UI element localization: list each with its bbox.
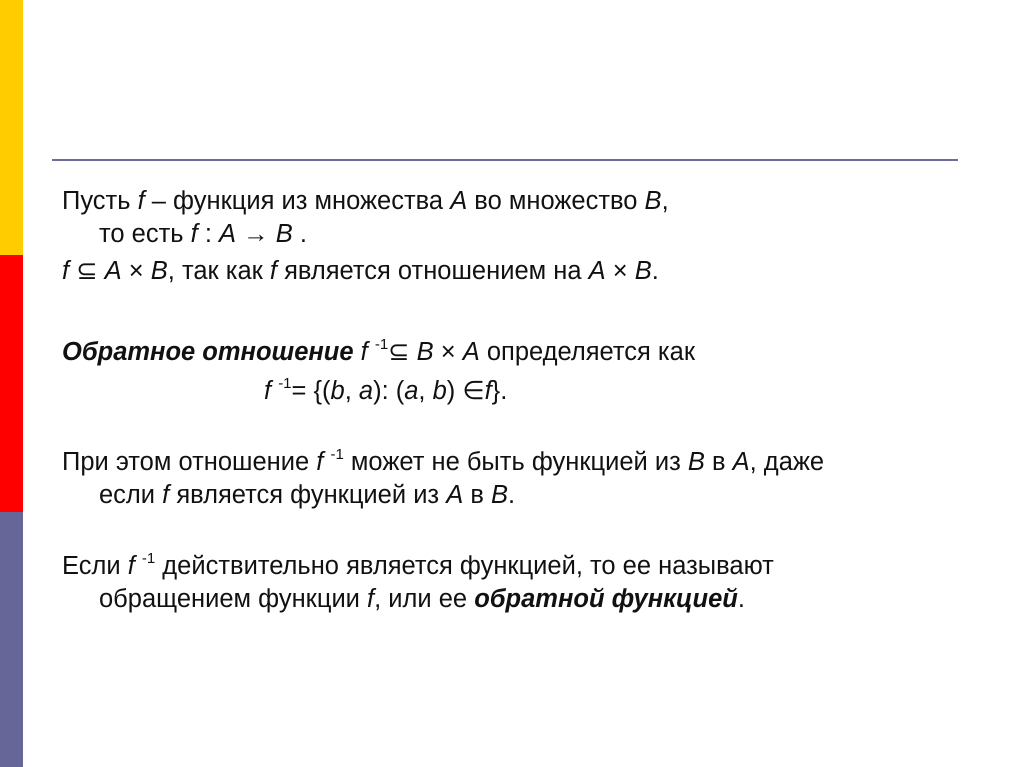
symbol-B: B	[150, 257, 168, 285]
symbol-colon: :	[204, 220, 212, 248]
text-span: )	[446, 377, 463, 405]
symbol-A: A	[219, 220, 237, 248]
text-span: действительно является функцией, то ее называют	[155, 552, 774, 580]
symbol-f: f	[269, 257, 277, 285]
line-inverse-definition	[62, 336, 962, 369]
line-definition-2	[62, 218, 962, 251]
symbol-A: A	[462, 338, 480, 366]
symbol-f: f	[127, 552, 135, 580]
title-divider	[52, 159, 958, 161]
line-conclusion-1	[62, 550, 962, 583]
symbol-B: B	[687, 448, 705, 476]
text-span: , так как	[167, 257, 270, 285]
symbol-a: a	[404, 377, 419, 405]
symbol-f: f	[367, 585, 375, 613]
text-span: ): (	[373, 377, 405, 405]
symbol-B: B	[490, 481, 508, 509]
symbol-a: a	[358, 377, 374, 405]
symbol-b: b	[330, 377, 345, 405]
text-span: является отношением на	[277, 257, 589, 285]
symbol-A: A	[732, 448, 750, 476]
times-symbol: ×	[440, 338, 456, 366]
text-span: то есть	[99, 220, 191, 248]
accent-bar-slate	[0, 512, 23, 767]
line-inverse-formula	[62, 375, 962, 408]
arrow-symbol: →	[243, 220, 269, 248]
text-span: ,	[418, 377, 433, 405]
symbol-B: B	[416, 338, 434, 366]
text-span: ,	[344, 377, 359, 405]
text-span: , или ее	[374, 585, 475, 613]
text-span: – функция из множества	[144, 187, 451, 215]
subset-symbol: ⊆	[76, 257, 98, 285]
symbol-A: A	[588, 257, 606, 285]
superscript-inverse: -1	[141, 550, 156, 567]
line-conclusion-2	[62, 583, 962, 616]
element-of-symbol: ∈	[462, 377, 485, 405]
text-span: в	[463, 481, 491, 509]
subset-symbol: ⊆	[388, 338, 410, 366]
accent-bar-yellow	[0, 0, 23, 255]
symbol-f: f	[264, 377, 272, 405]
symbol-B: B	[275, 220, 293, 248]
symbol-f: f	[484, 377, 492, 405]
text-span: = {(	[291, 377, 331, 405]
text-span: }.	[491, 377, 508, 405]
term-inverse-function: обратной функцией	[474, 585, 738, 613]
line-definition-1	[62, 185, 962, 218]
symbol-f: f	[316, 448, 324, 476]
text-span: .	[737, 585, 745, 613]
accent-bar-red	[0, 255, 23, 512]
symbol-b: b	[432, 377, 447, 405]
text-span: Пусть	[62, 187, 138, 215]
text-span: определяется как	[479, 338, 695, 366]
symbol-f: f	[360, 338, 368, 366]
text-span: может не быть функцией из	[343, 448, 688, 476]
symbol-A: A	[446, 481, 464, 509]
symbol-f: f	[190, 220, 198, 248]
symbol-B: B	[634, 257, 652, 285]
times-symbol: ×	[612, 257, 628, 285]
text-span: если	[99, 481, 163, 509]
text-span: .	[292, 220, 307, 248]
symbol-A: A	[104, 257, 122, 285]
text-span: .	[651, 257, 659, 285]
text-span: При этом отношение	[62, 448, 317, 476]
text-span: Если	[62, 552, 128, 580]
superscript-inverse: -1	[330, 446, 344, 463]
line-remark-2	[62, 479, 962, 512]
text-span: является функцией из	[169, 481, 447, 509]
slide-body	[62, 185, 962, 616]
text-span: во множество	[467, 187, 645, 215]
symbol-f: f	[137, 187, 145, 215]
text-span: ,	[661, 187, 669, 215]
symbol-f: f	[162, 481, 170, 509]
text-span: обращением функции	[99, 585, 368, 613]
term-inverse-relation: Обратное отношение	[62, 338, 354, 366]
superscript-inverse: -1	[278, 375, 292, 392]
line-remark-1	[62, 446, 962, 479]
superscript-inverse: -1	[374, 336, 389, 353]
text-span: , даже	[749, 448, 825, 476]
times-symbol: ×	[128, 257, 144, 285]
symbol-f: f	[62, 257, 70, 285]
line-relation	[62, 255, 962, 288]
text-span: в	[704, 448, 733, 476]
text-span: .	[507, 481, 516, 509]
symbol-B: B	[644, 187, 662, 215]
symbol-A: A	[450, 187, 468, 215]
